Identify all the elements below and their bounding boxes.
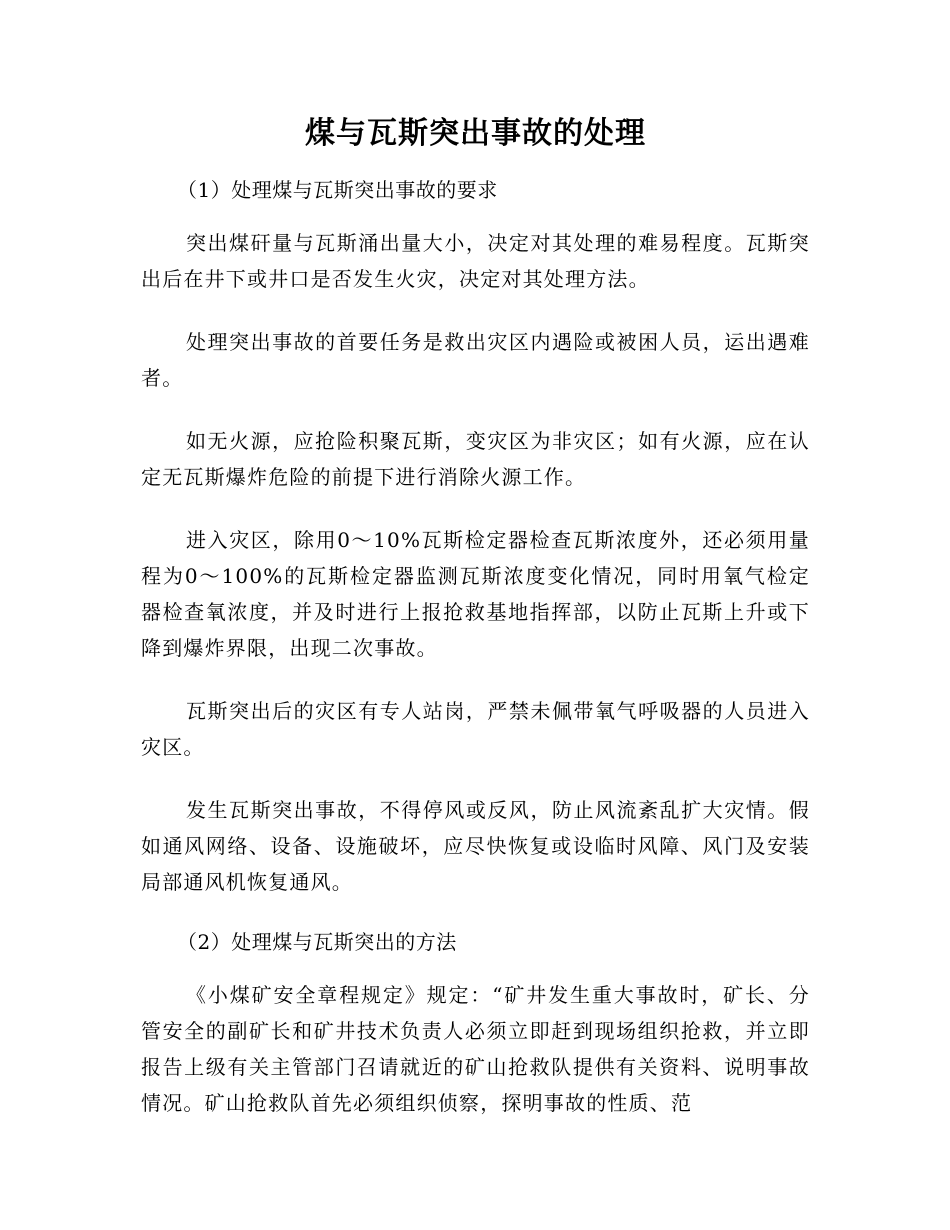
paragraph: 《小煤矿安全章程规定》规定：“矿井发生重大事故时，矿长、分管安全的副矿长和矿井技术负责人必须立即赶到现场组织抢救，并立即报告上级有关主管部门召请就近的矿山抢救队提供有关资料、说明事故情况。矿山抢救队首先必须组织侦察，探明事故的性质、范 <box>141 983 810 1115</box>
section-heading-1: （1）处理煤与瓦斯突出事故的要求 <box>177 178 498 202</box>
section-heading-2: （2）处理煤与瓦斯突出的方法 <box>177 930 457 954</box>
paragraph: 发生瓦斯突出事故，不得停风或反风，防止风流紊乱扩大灾情。假如通风网络、设备、设施破坏，应尽快恢复或设临时风障、风门及安装局部通风机恢复通风。 <box>141 798 810 894</box>
document-title: 煤与瓦斯突出事故的处理 <box>305 116 646 151</box>
paragraph: 瓦斯突出后的灾区有专人站岗，严禁未佩带氧气呼吸器的人员进入灾区。 <box>141 699 810 759</box>
paragraph: 如无火源，应抢险积聚瓦斯，变灾区为非灾区；如有火源，应在认定无瓦斯爆炸危险的前提下进行消除火源工作。 <box>141 429 810 489</box>
paragraph: 突出煤矸量与瓦斯涌出量大小，决定对其处理的难易程度。瓦斯突出后在井下或井口是否发生火灾，决定对其处理方法。 <box>141 231 810 291</box>
paragraph: 处理突出事故的首要任务是救出灾区内遇险或被困人员，运出遇难者。 <box>141 330 810 390</box>
paragraph: 进入灾区，除用0～10%瓦斯检定器检查瓦斯浓度外，还必须用量程为0～100%的瓦斯检定器监测瓦斯浓度变化情况，同时用氧气检定器检查氧浓度，并及时进行上报抢救基地指挥部，以防止瓦斯上升或下降到爆炸界限，出现二次事故。 <box>141 528 810 660</box>
